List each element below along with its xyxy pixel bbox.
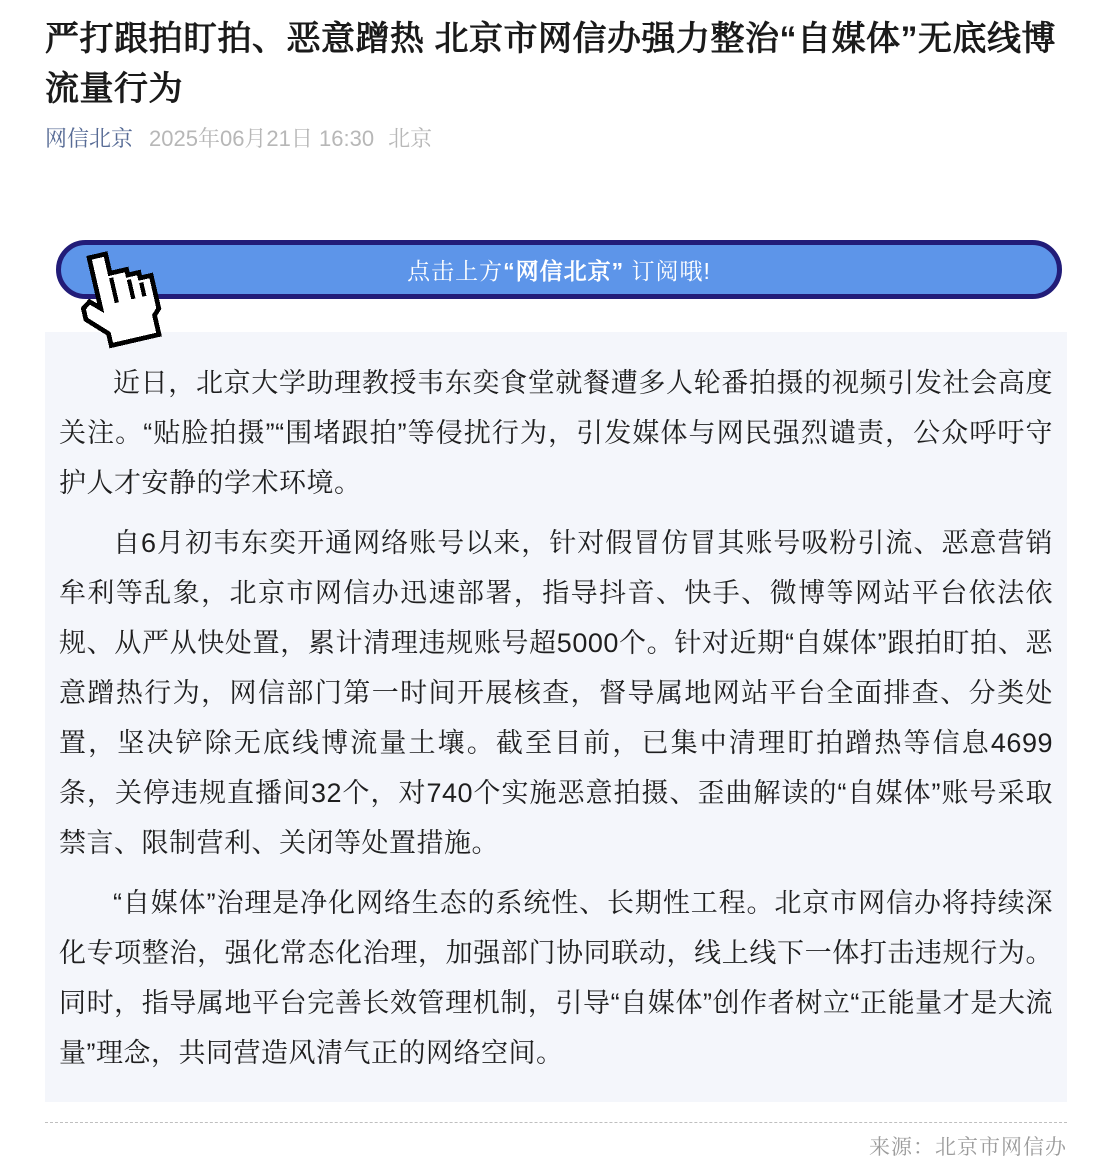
account-link[interactable]: 网信北京 xyxy=(45,126,134,151)
banner-text-highlight: “网信北京” xyxy=(503,258,625,284)
byline xyxy=(45,126,1067,152)
publish-date: 2025年06月21日 16:30 xyxy=(149,126,375,151)
article-body xyxy=(45,332,1067,1102)
source-divider xyxy=(45,1122,1067,1123)
article-title: 严打跟拍盯拍、恶意蹭热 北京市网信办强力整治“自媒体”无底线博流量行为 xyxy=(45,20,1056,108)
publish-location: 北京 xyxy=(388,126,433,151)
banner-text-suffix: 订阅哦! xyxy=(624,258,711,284)
paragraph: “自媒体”治理是净化网络生态的系统性、长期性工程。北京市网信办将持续深化专项整治，强化常态化治理，加强部门协同联动，线上线下一体打击违规行为。同时，指导属地平台完善长效管理机制，引导“自媒体”创作者树立“正能量才是大流量”理念，共同营造风清气正的网络空间。 xyxy=(59,888,1053,1068)
subscribe-banner[interactable] xyxy=(56,240,1062,299)
banner-text-prefix: 点击上方 xyxy=(407,258,504,284)
source-text: 来源：北京市网信办 xyxy=(869,1136,1067,1159)
paragraph: 近日，北京大学助理教授韦东奕食堂就餐遭多人轮番拍摄的视频引发社会高度关注。“贴脸拍摄”“围堵跟拍”等侵扰行为，引发媒体与网民强烈谴责，公众呼吁守护人才安静的学术环境。 xyxy=(59,368,1053,498)
paragraph: 自6月初韦东奕开通网络账号以来，针对假冒仿冒其账号吸粉引流、恶意营销牟利等乱象，北京市网信办迅速部署，指导抖音、快手、微博等网站平台依法依规、从严从快处置，累计清理违规账号超5000个。针对近期“自媒体”跟拍盯拍、恶意蹭热行为，网信部门第一时间开展核查，督导属地网站平台全面排查、分类处置，坚决铲除无底线博流量土壤。截至目前，已集中清理盯拍蹭热等信息4699条，关停违规直播间32个，对740个实施恶意拍摄、歪曲解读的“自媒体”账号采取禁言、限制营利、关闭等处置措施。 xyxy=(59,528,1053,858)
